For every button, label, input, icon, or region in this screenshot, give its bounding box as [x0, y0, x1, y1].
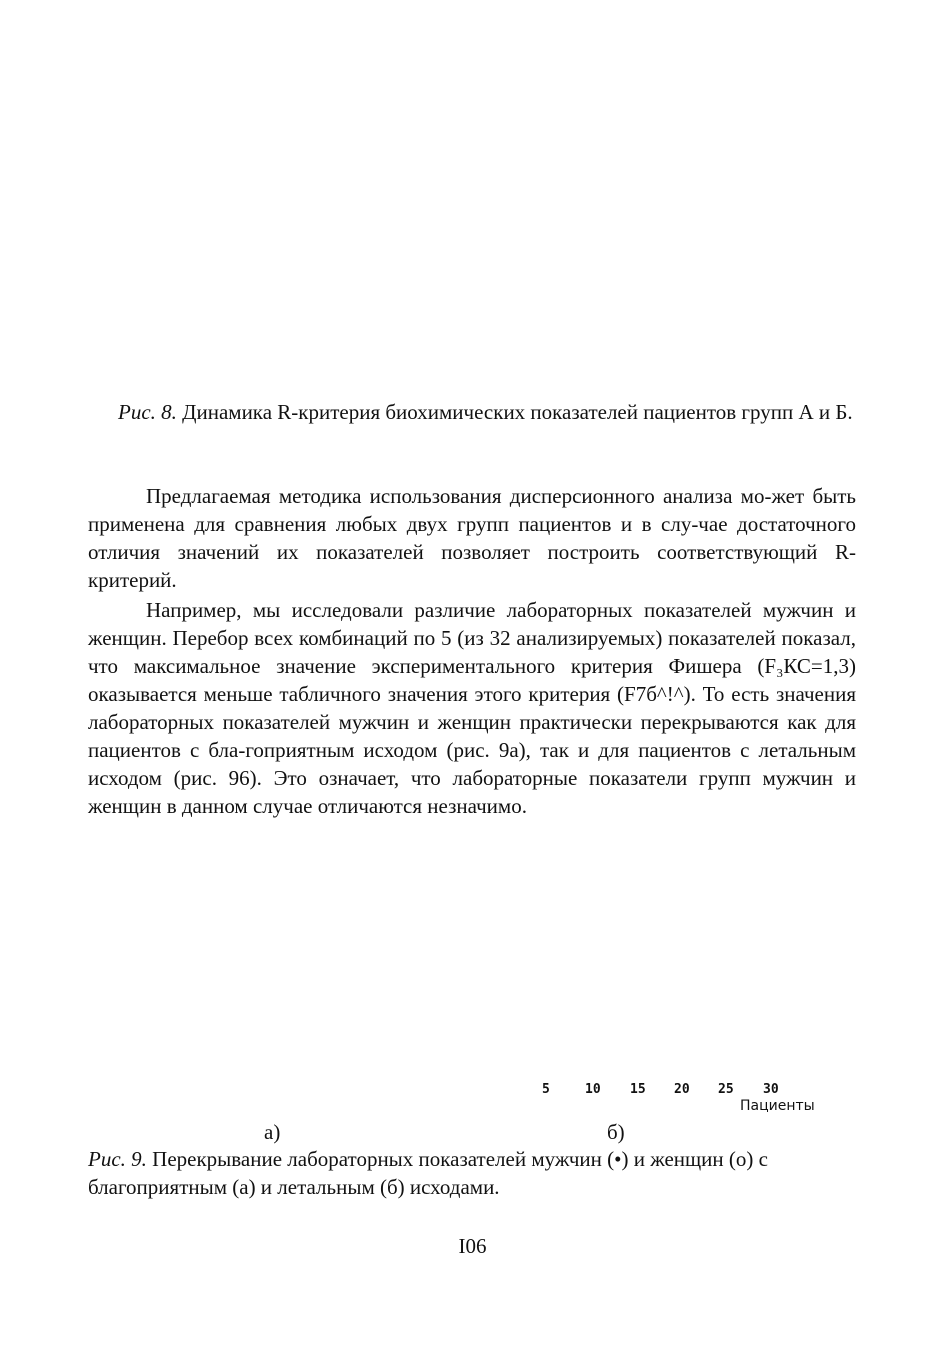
paragraph-2 — [88, 596, 856, 820]
figure-9-panel-b-label: б) — [607, 1120, 625, 1144]
paragraph-1-text: Предлагаемая методика использования дисперсионного анализа мо-жет быть применена для сравнения любых двух групп пациентов и в слу-чае достаточного отличия значений их показателей позволяет построить соответствующий R-критерий. — [88, 484, 856, 592]
axis-tick: 5 — [542, 1082, 550, 1097]
figure-8-caption-text: Динамика R-критерия биохимических показателей пациентов групп А и Б. — [176, 400, 853, 424]
figure-9-axis-label: Пациенты — [740, 1098, 815, 1114]
figure-8-caption-label: Рис. 8. — [118, 400, 177, 424]
paragraph-1 — [88, 482, 856, 594]
axis-tick: 25 — [718, 1082, 734, 1097]
axis-tick: 10 — [585, 1082, 601, 1097]
paragraph-2-text: Например, мы исследовали различие лабораторных показателей мужчин и женщин. Перебор всех комбинаций по 5 (из 32 анализируемых) показателей показал, что максимальное значение экспериментального критерия Фишера (F₃КС=1,3) оказывается меньше табличного значения этого критерия (F7б^!^). То есть значения лабораторных показателей мужчин и женщин практически перекрываются как для пациентов с бла-гоприятным исходом (рис. 9а), так и для пациентов с летальным исходом (рис. 96). Это означает, что лабораторные показатели групп мужчин и женщин в данном случае отличаются незначимо. — [88, 598, 856, 818]
axis-tick: 20 — [674, 1082, 690, 1097]
figure-9-caption — [88, 1145, 858, 1201]
figure-9-panel-a-label: а) — [264, 1120, 281, 1144]
figure-8-caption — [88, 398, 856, 426]
figure-9-caption-text: Перекрывание лабораторных показателей мужчин (•) и женщин (о) с благоприятным (а) и летальным (б) исходами. — [88, 1147, 768, 1199]
axis-tick: 15 — [630, 1082, 646, 1097]
axis-tick: 30 — [763, 1082, 779, 1097]
page-number: I06 — [458, 1234, 487, 1258]
figure-9-caption-label: Рис. 9. — [88, 1147, 147, 1171]
